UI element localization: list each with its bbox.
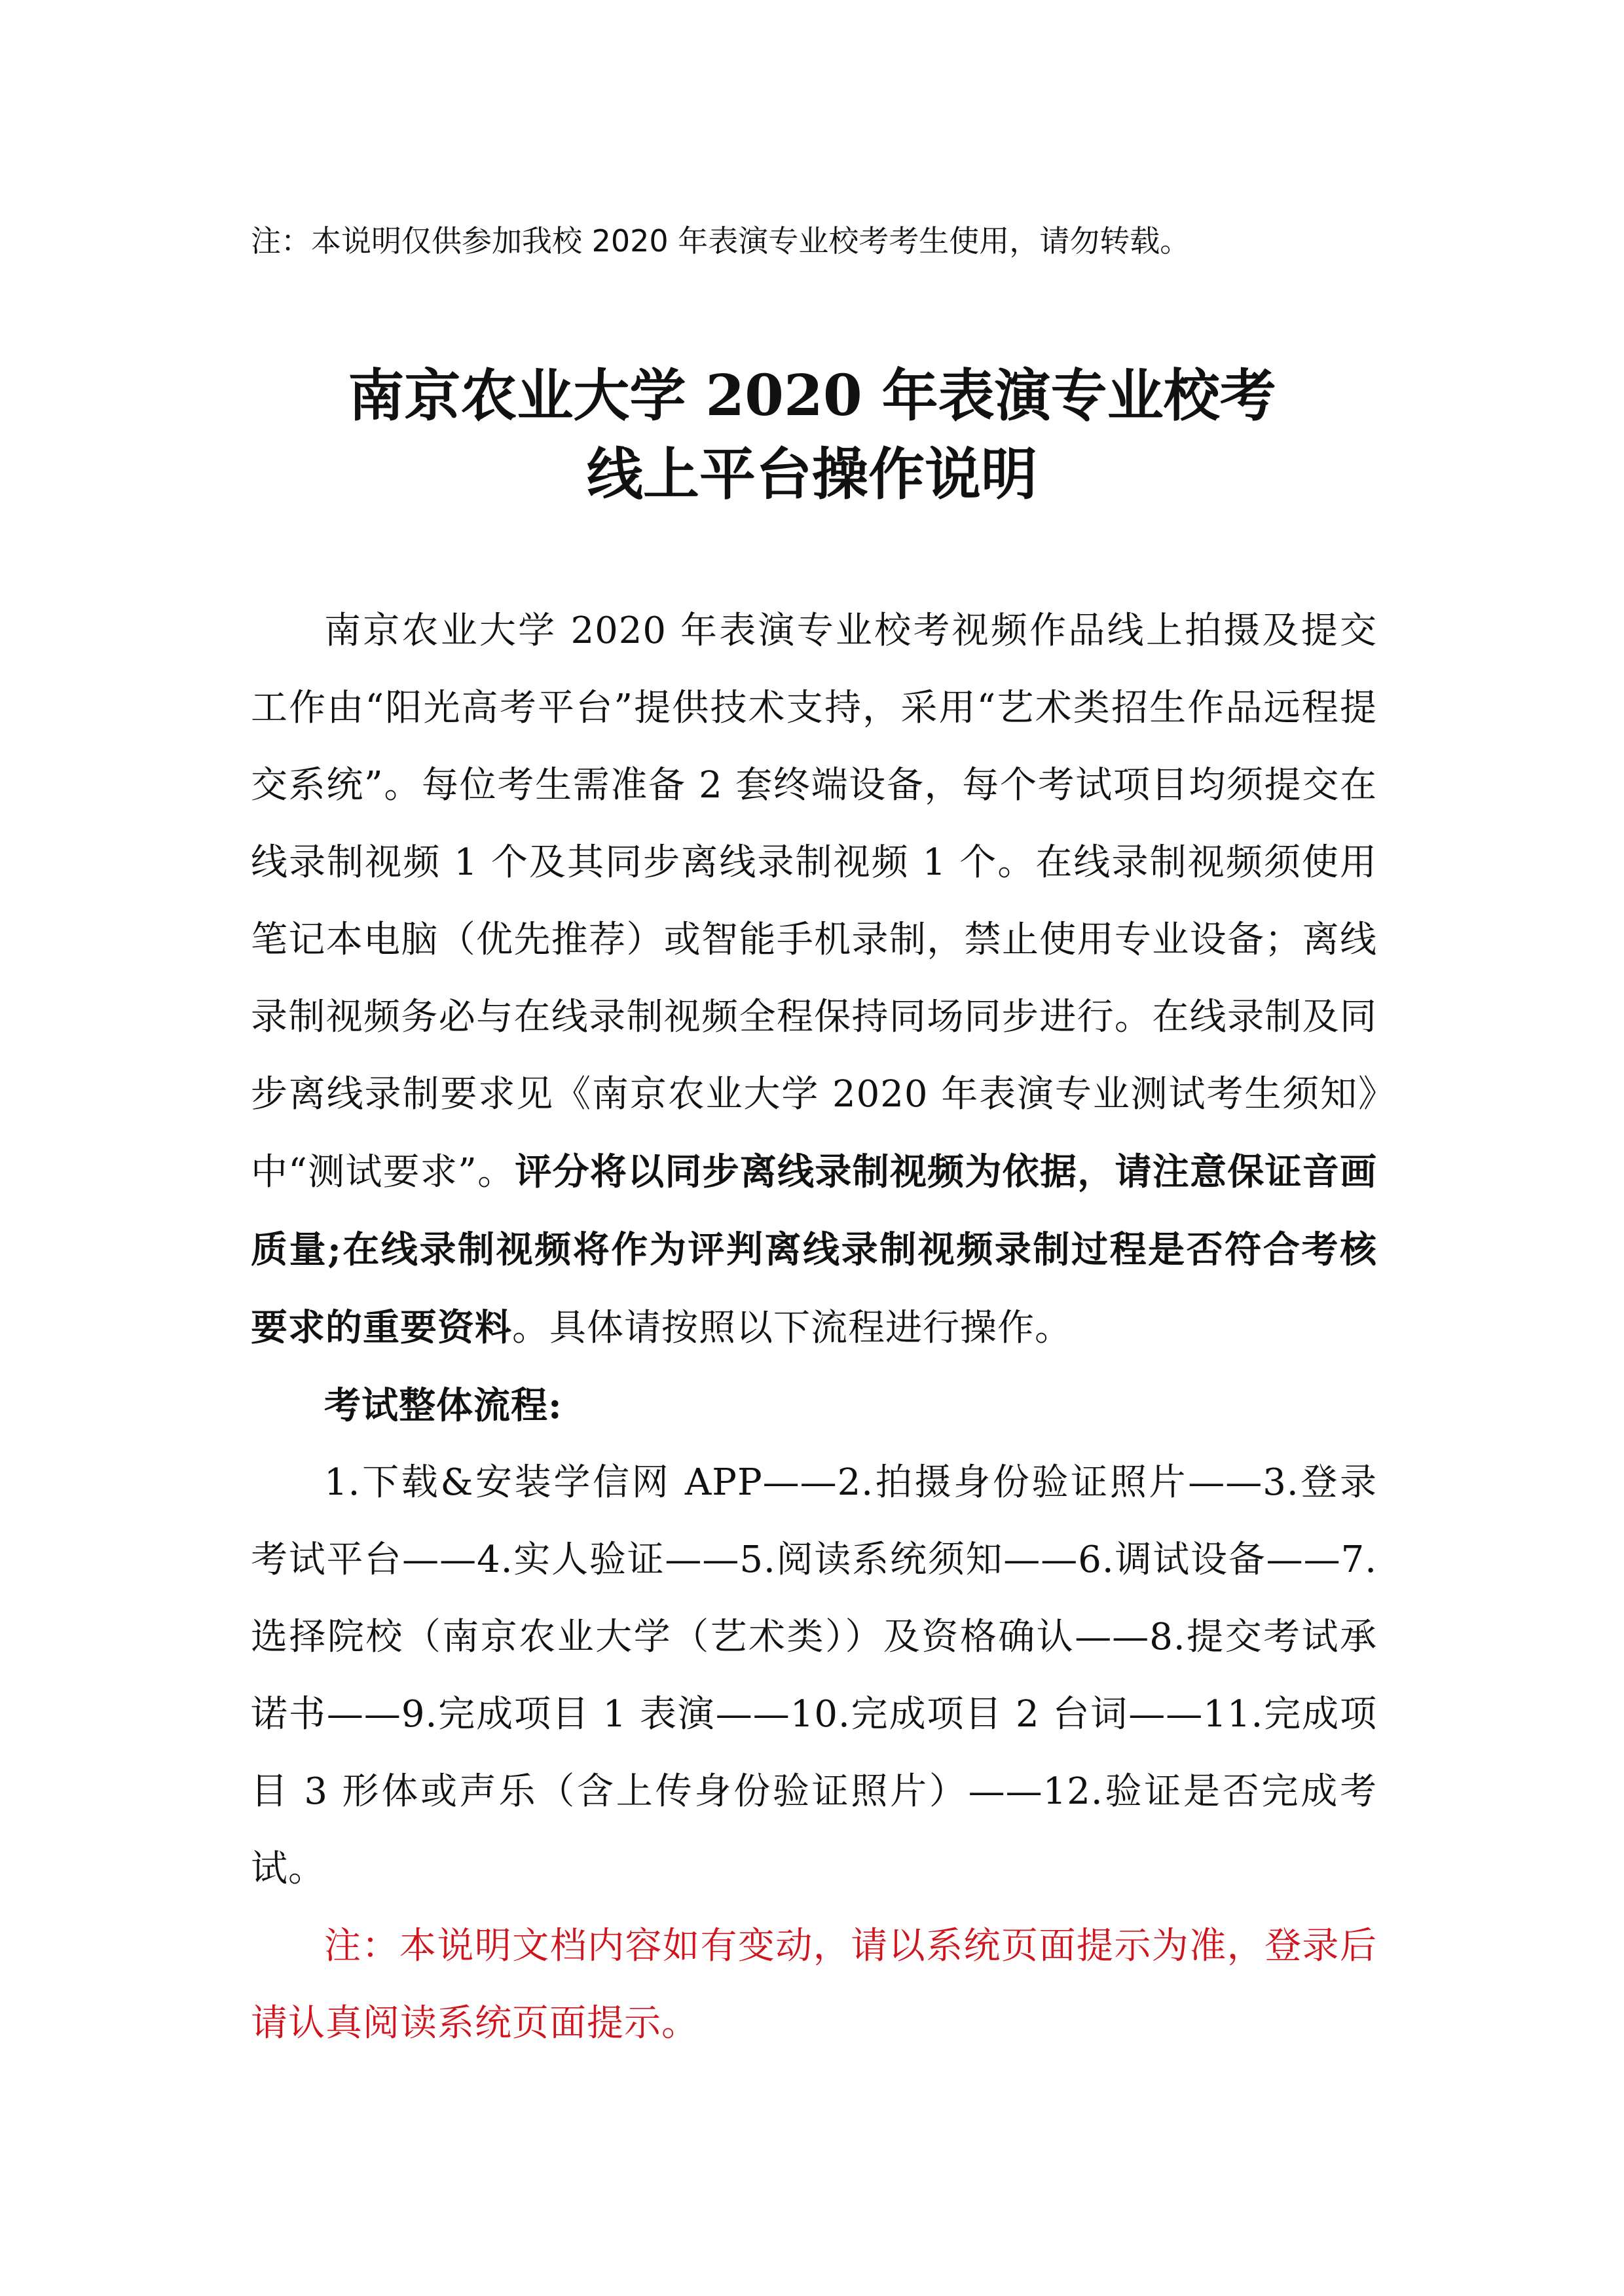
intro-bold-text: 评分将以同步离线录制视频为依据，请注意保证音画质量;在线录制视频将作为评判离线录制视频录制过程是否符合考核要求的重要资料 [251,1150,1377,1349]
red-notice: 注：本说明文档内容如有变动，请以系统页面提示为准，登录后请认真阅读系统页面提示。 [251,1925,1377,2045]
document-title [0,357,1624,514]
intro-text-part1: 南京农业大学 2020 年表演专业校考视频作品线上拍摄及提交工作由“阳光高考平台”提供技术支持，采用“艺术类招生作品远程提交系统”。每位考生需准备 2 套终端设备，每个考试项目均须提交在线录制视频 1 个及其同步离线录制视频 1 个。在线录制视频须使用笔记本电脑（优先推荐）或智能手机录制，禁止使用专业设备；离线录制视频务必与在线录制视频全程保持同场同步进行。在线录制及同步离线录制要求见《南京农业大学 2020 年表演专业测试考生须知》中“测试要求”。 [251,610,1377,1194]
process-steps-paragraph: 1.下载&安装学信网 APP——2.拍摄身份验证照片——3.登录考试平台——4.实人验证——5.阅读系统须知——6.调试设备——7.选择院校（南京农业大学（艺术类））及资格确认——8.提交考试承诺书——9.完成项目 1 表演——10.完成项目 2 台词——11.完成项目 3 形体或声乐（含上传身份验证照片）——12.验证是否完成考试。 [251,1461,1377,1890]
process-heading: 考试整体流程: [324,1384,563,1427]
title-line-1: 南京农业大学 2020 年表演专业校考 [348,363,1276,429]
title-line-2: 线上平台操作说明 [587,441,1037,507]
document-body [251,592,1377,2062]
top-note: 注：本说明仅供参加我校 2020 年表演专业校考考生使用，请勿转载。 [251,223,1190,259]
intro-paragraph [251,592,1377,1367]
intro-text-part2: 。具体请按照以下流程进行操作。 [512,1307,1072,1349]
